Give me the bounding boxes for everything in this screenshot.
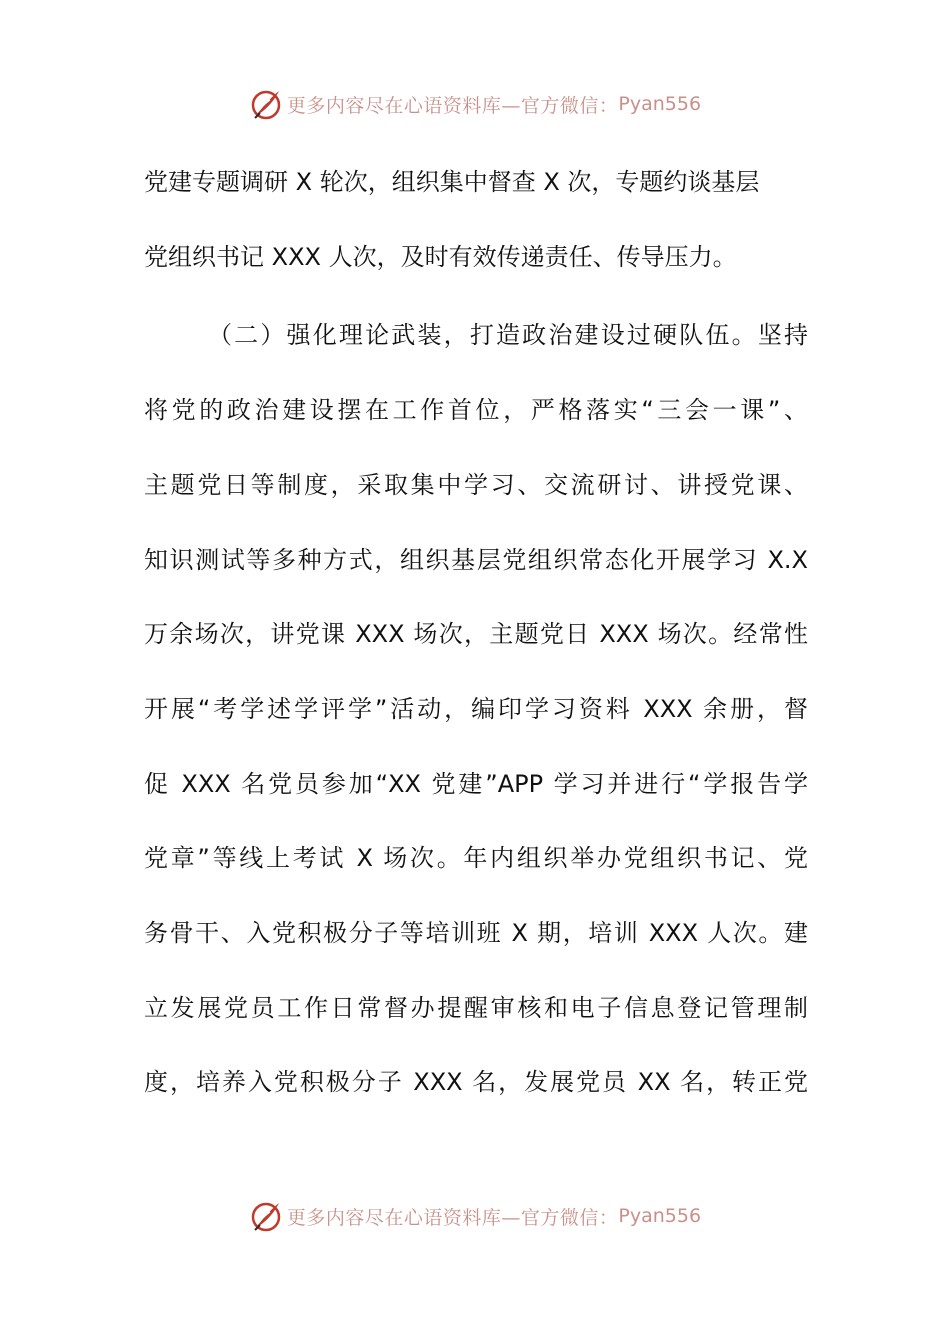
quill-logo-icon <box>249 87 283 121</box>
watermark-wechat-id: Pyan556 <box>618 1205 702 1227</box>
body-line: 党建专题调研 X 轮次，组织集中督查 X 次，专题约谈基层 <box>144 168 760 196</box>
body-line: 立发展党员工作日常督办提醒审核和电子信息登记管理制 <box>144 994 808 1022</box>
footer-watermark <box>0 1196 950 1236</box>
watermark-text: 更多内容尽在心语资料库—官方微信： <box>286 94 619 117</box>
watermark-wechat-id: Pyan556 <box>618 93 702 115</box>
body-line: 主题党日等制度，采取集中学习、交流研讨、讲授党课、 <box>144 471 808 499</box>
body-line: 度，培养入党积极分子 XXX 名，发展党员 XX 名，转正党 <box>144 1068 808 1096</box>
body-line: 务骨干、入党积极分子等培训班 X 期，培训 XXX 人次。建 <box>144 919 808 947</box>
paragraph-first-line: （二）强化理论武装，打造政治建设过硬队伍。坚持 <box>208 321 808 349</box>
body-line: 知识测试等多种方式，组织基层党组织常态化开展学习 X.X <box>144 546 808 574</box>
body-line: 促 XXX 名党员参加“XX 党建”APP 学习并进行“学报告学 <box>144 770 808 798</box>
body-line: 将党的政治建设摆在工作首位，严格落实“三会一课”、 <box>144 396 808 424</box>
body-line: 开展“考学述学评学”活动，编印学习资料 XXX 余册，督 <box>144 695 808 723</box>
body-line: 党组织书记 XXX 人次，及时有效传递责任、传导压力。 <box>144 243 737 271</box>
body-line: 党章”等线上考试 X 场次。年内组织举办党组织书记、党 <box>144 844 808 872</box>
quill-logo-icon <box>249 1199 283 1233</box>
header-watermark <box>0 84 950 124</box>
body-line: 万余场次，讲党课 XXX 场次，主题党日 XXX 场次。经常性 <box>144 620 808 648</box>
watermark-text: 更多内容尽在心语资料库—官方微信： <box>286 1206 619 1229</box>
